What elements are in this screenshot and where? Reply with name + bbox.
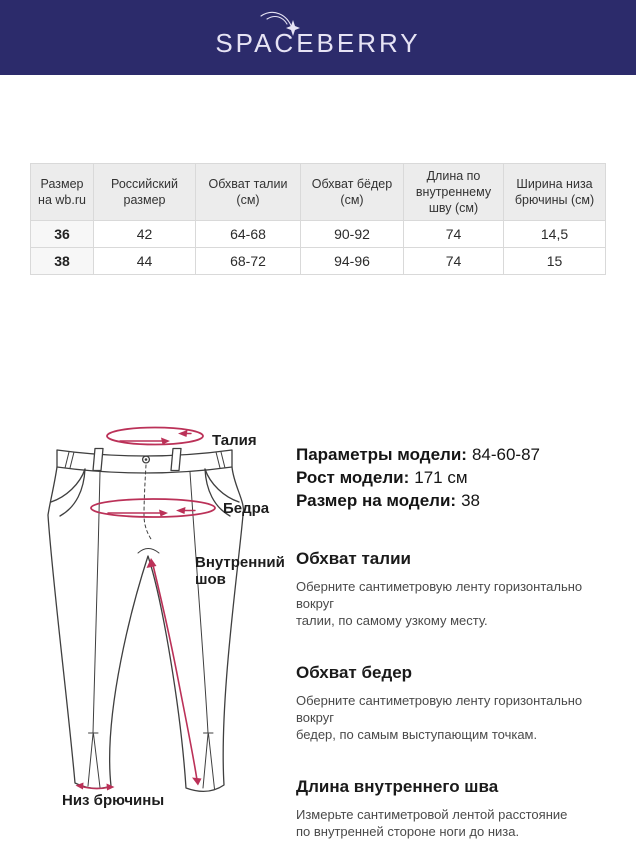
cell-inseam: 74 [404,248,504,275]
brand-name: SPACEBERRY [215,27,421,58]
section-body-line: бедер, по самым выступающим точкам. [296,727,538,742]
header-waist: Обхват талии (см) [196,164,301,221]
measure-info-column [296,443,608,840]
header-hips: Обхват бёдер (см) [301,164,404,221]
model-size-line [296,489,608,512]
table-row [31,248,606,275]
cell-hem: 14,5 [504,221,606,248]
brand-logo [203,6,433,70]
model-height-value: 171 см [414,468,468,487]
header-hem-width: Ширина низа брючины (см) [504,164,606,221]
hem-width-arrow-icon [76,783,115,791]
cell-size-ru: 42 [94,221,196,248]
section-body-line: по внутренней стороне ноги до низа. [296,824,520,839]
cell-size-ru: 44 [94,248,196,275]
header-size-wb: Размер на wb.ru [31,164,94,221]
section-body [296,806,608,840]
cell-waist: 64-68 [196,221,301,248]
model-height-label: Рост модели: [296,468,410,487]
model-size-label: Размер на модели: [296,491,457,510]
cell-hem: 15 [504,248,606,275]
section-body [296,578,608,629]
hem-label: Низ брючины [62,792,165,809]
model-size-value: 38 [461,491,480,510]
size-table [30,163,606,275]
size-table-wrap [30,163,605,275]
brand-header [0,0,636,75]
hips-label: Бедра [223,500,270,517]
inseam-arrow-icon [147,558,202,786]
section-body-line: талии, по самому узкому месту. [296,613,488,628]
inseam-label: Внутренний шов [195,554,285,588]
section-body [296,692,608,743]
size-table-header-row [31,164,606,221]
hips-measure-icon [91,499,215,517]
model-height-line [296,466,608,489]
section-body-line: Оберните сантиметровую ленту горизонтально вокруг [296,693,583,725]
section-title: Длина внутреннего шва [296,777,499,796]
pants-measurement-diagram [38,412,300,832]
section-title: Обхват бедер [296,663,413,682]
section-waist [296,549,608,629]
cell-hips: 90-92 [301,221,404,248]
section-body-line: Измерьте сантиметровой лентой расстояние [296,807,568,822]
cell-waist: 68-72 [196,248,301,275]
model-params-value: 84-60-87 [471,445,541,464]
section-body-line: Оберните сантиметровую ленту горизонтально вокруг [296,579,583,611]
cell-hips: 94-96 [301,248,404,275]
model-params-line [296,443,608,466]
table-row [31,221,606,248]
header-inseam-length: Длина по внутреннему шву (см) [404,164,504,221]
cell-inseam: 74 [404,221,504,248]
waist-measure-icon [107,428,203,445]
pants-drawing [38,412,300,832]
section-title: Обхват талии [296,549,411,568]
waist-label: Талия [212,432,257,449]
cell-size-wb: 38 [31,248,94,275]
header-size-ru: Российский размер [94,164,196,221]
section-inseam [296,777,608,840]
cell-size-wb: 36 [31,221,94,248]
section-hips [296,663,608,743]
model-params-label: Параметры модели: [296,445,467,464]
